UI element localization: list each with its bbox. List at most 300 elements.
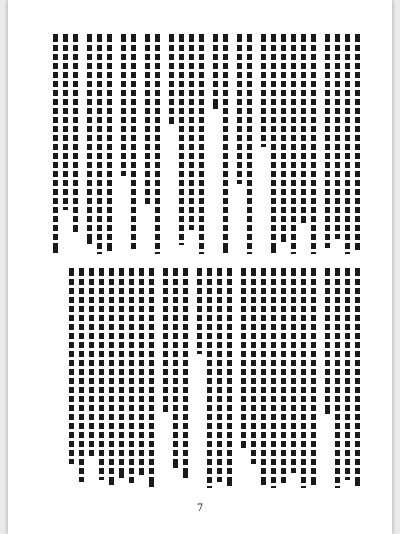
glyph-gap xyxy=(311,168,316,171)
glyph-gap xyxy=(131,114,136,117)
glyph-gap xyxy=(99,312,104,315)
glyph-gap xyxy=(271,222,276,225)
glyph-gap xyxy=(183,411,188,414)
glyph-gap xyxy=(247,177,252,180)
glyph-gap xyxy=(63,96,68,99)
glyph-gap xyxy=(271,285,276,288)
glyph-gap xyxy=(355,87,360,90)
glyph-gap xyxy=(63,51,68,54)
glyph-gap xyxy=(155,204,160,207)
glyph-gap xyxy=(301,447,306,450)
glyph-gap xyxy=(97,141,102,144)
glyph-gap xyxy=(131,204,136,207)
glyph-gap xyxy=(145,51,150,54)
glyph-gap xyxy=(89,447,94,450)
glyph-gap xyxy=(107,195,112,198)
glyph-gap xyxy=(291,375,296,378)
glyph-gap xyxy=(69,393,74,396)
glyph-gap xyxy=(179,195,184,198)
glyph-gap xyxy=(109,384,114,387)
glyph-gap xyxy=(155,150,160,153)
glyph-gap xyxy=(345,213,350,216)
glyph-gap xyxy=(63,168,68,171)
glyph-gap xyxy=(131,150,136,153)
glyph-gap xyxy=(87,123,92,126)
glyph-gap xyxy=(325,339,330,342)
glyph-gap xyxy=(325,78,330,81)
glyph-gap xyxy=(173,420,178,423)
glyph-gap xyxy=(291,141,296,144)
glyph-gap xyxy=(281,447,286,450)
glyph-gap xyxy=(179,51,184,54)
glyph-gap xyxy=(227,276,232,279)
glyph-gap xyxy=(199,42,204,45)
glyph-gap xyxy=(301,438,306,441)
glyph-gap xyxy=(271,411,276,414)
glyph-gap xyxy=(261,393,266,396)
glyph-gap xyxy=(121,141,126,144)
glyph-gap xyxy=(199,132,204,135)
glyph-gap xyxy=(325,285,330,288)
glyph-gap xyxy=(325,96,330,99)
glyph-gap xyxy=(79,438,84,441)
glyph-gap xyxy=(223,150,228,153)
glyph-gap xyxy=(129,330,134,333)
glyph-gap xyxy=(163,375,168,378)
glyph-gap xyxy=(207,465,212,468)
glyph-gap xyxy=(271,69,276,72)
glyph-gap xyxy=(301,195,306,198)
glyph-gap xyxy=(107,60,112,63)
glyph-gap xyxy=(227,474,232,477)
glyph-gap xyxy=(179,60,184,63)
glyph-gap xyxy=(311,240,316,243)
glyph-gap xyxy=(281,321,286,324)
glyph-gap xyxy=(247,204,252,207)
glyph-gap xyxy=(291,123,296,126)
glyph-gap xyxy=(281,339,286,342)
text-column xyxy=(155,34,160,254)
glyph-gap xyxy=(345,375,350,378)
glyph-gap xyxy=(87,78,92,81)
glyph-gap xyxy=(107,51,112,54)
glyph-gap xyxy=(213,87,218,90)
glyph-gap xyxy=(271,60,276,63)
glyph-gap xyxy=(63,141,68,144)
glyph-gap xyxy=(63,195,68,198)
glyph-gap xyxy=(139,312,144,315)
glyph-gap xyxy=(271,42,276,45)
glyph-gap xyxy=(69,339,74,342)
glyph-gap xyxy=(121,96,126,99)
glyph-gap xyxy=(271,114,276,117)
glyph-gap xyxy=(99,366,104,369)
glyph-gap xyxy=(155,42,160,45)
glyph-gap xyxy=(311,474,316,477)
glyph-gap xyxy=(69,429,74,432)
glyph-gap xyxy=(149,312,154,315)
glyph-gap xyxy=(79,339,84,342)
glyph-gap xyxy=(301,456,306,459)
glyph-gap xyxy=(345,384,350,387)
glyph-gap xyxy=(335,186,340,189)
glyph-gap xyxy=(53,168,58,171)
glyph-gap xyxy=(311,330,316,333)
glyph-gap xyxy=(99,375,104,378)
glyph-gap xyxy=(217,384,222,387)
glyph-gap xyxy=(223,51,228,54)
glyph-gap xyxy=(355,213,360,216)
glyph-gap xyxy=(129,312,134,315)
glyph-gap xyxy=(281,123,286,126)
glyph-gap xyxy=(237,177,242,180)
glyph-gap xyxy=(271,348,276,351)
glyph-gap xyxy=(97,51,102,54)
glyph-gap xyxy=(291,339,296,342)
glyph-gap xyxy=(291,321,296,324)
glyph-gap xyxy=(173,330,178,333)
glyph-gap xyxy=(139,411,144,414)
glyph-gap xyxy=(325,168,330,171)
glyph-gap xyxy=(107,87,112,90)
glyph-gap xyxy=(183,303,188,306)
glyph-gap xyxy=(301,375,306,378)
glyph-gap xyxy=(131,96,136,99)
glyph-gap xyxy=(217,429,222,432)
glyph-gap xyxy=(345,114,350,117)
glyph-gap xyxy=(251,321,256,324)
glyph-gap xyxy=(335,348,340,351)
glyph-gap xyxy=(121,87,126,90)
glyph-gap xyxy=(119,339,124,342)
glyph-gap xyxy=(291,402,296,405)
glyph-gap xyxy=(237,87,242,90)
glyph-gap xyxy=(109,420,114,423)
glyph-gap xyxy=(301,276,306,279)
glyph-gap xyxy=(131,123,136,126)
glyph-gap xyxy=(335,375,340,378)
glyph-gap xyxy=(281,168,286,171)
glyph-gap xyxy=(79,456,84,459)
glyph-gap xyxy=(281,150,286,153)
glyph-gap xyxy=(155,240,160,243)
glyph-gap xyxy=(145,78,150,81)
glyph-gap xyxy=(291,69,296,72)
glyph-gap xyxy=(73,42,78,45)
glyph-gap xyxy=(251,276,256,279)
glyph-gap xyxy=(311,429,316,432)
glyph-gap xyxy=(169,42,174,45)
glyph-gap xyxy=(261,402,266,405)
glyph-gap xyxy=(335,294,340,297)
glyph-gap xyxy=(237,141,242,144)
glyph-gap xyxy=(271,78,276,81)
glyph-gap xyxy=(261,357,266,360)
glyph-gap xyxy=(119,393,124,396)
glyph-gap xyxy=(173,303,178,306)
glyph-gap xyxy=(129,294,134,297)
glyph-gap xyxy=(271,96,276,99)
glyph-gap xyxy=(241,402,246,405)
glyph-gap xyxy=(53,114,58,117)
glyph-gap xyxy=(345,96,350,99)
glyph-gap xyxy=(301,393,306,396)
glyph-gap xyxy=(97,177,102,180)
glyph-gap xyxy=(107,213,112,216)
glyph-gap xyxy=(345,141,350,144)
glyph-gap xyxy=(139,357,144,360)
glyph-gap xyxy=(311,348,316,351)
glyph-gap xyxy=(179,42,184,45)
glyph-gap xyxy=(301,357,306,360)
glyph-gap xyxy=(311,357,316,360)
text-column xyxy=(139,268,144,475)
glyph-gap xyxy=(189,141,194,144)
glyph-gap xyxy=(119,438,124,441)
glyph-gap xyxy=(261,51,266,54)
glyph-gap xyxy=(345,240,350,243)
glyph-gap xyxy=(301,186,306,189)
glyph-gap xyxy=(271,330,276,333)
glyph-gap xyxy=(261,447,266,450)
glyph-gap xyxy=(87,60,92,63)
glyph-gap xyxy=(207,330,212,333)
glyph-gap xyxy=(163,276,168,279)
glyph-gap xyxy=(355,348,360,351)
glyph-gap xyxy=(281,393,286,396)
glyph-gap xyxy=(173,321,178,324)
glyph-gap xyxy=(261,312,266,315)
glyph-gap xyxy=(155,60,160,63)
glyph-gap xyxy=(145,69,150,72)
glyph-gap xyxy=(325,132,330,135)
text-column xyxy=(247,34,252,254)
glyph-gap xyxy=(217,357,222,360)
glyph-gap xyxy=(261,303,266,306)
glyph-gap xyxy=(199,195,204,198)
glyph-gap xyxy=(109,438,114,441)
glyph-gap xyxy=(149,447,154,450)
glyph-gap xyxy=(183,438,188,441)
glyph-gap xyxy=(131,87,136,90)
glyph-gap xyxy=(223,132,228,135)
glyph-gap xyxy=(281,42,286,45)
glyph-gap xyxy=(241,366,246,369)
glyph-gap xyxy=(311,375,316,378)
glyph-gap xyxy=(183,384,188,387)
glyph-gap xyxy=(223,195,228,198)
glyph-gap xyxy=(73,69,78,72)
glyph-gap xyxy=(199,177,204,180)
glyph-gap xyxy=(241,393,246,396)
glyph-gap xyxy=(79,330,84,333)
glyph-gap xyxy=(129,348,134,351)
glyph-gap xyxy=(79,384,84,387)
glyph-gap xyxy=(355,303,360,306)
glyph-gap xyxy=(271,168,276,171)
glyph-gap xyxy=(69,348,74,351)
glyph-gap xyxy=(163,330,168,333)
glyph-gap xyxy=(129,339,134,342)
glyph-gap xyxy=(237,132,242,135)
glyph-gap xyxy=(223,186,228,189)
glyph-gap xyxy=(149,438,154,441)
glyph-gap xyxy=(97,213,102,216)
glyph-gap xyxy=(281,69,286,72)
glyph-gap xyxy=(173,375,178,378)
glyph-gap xyxy=(109,276,114,279)
glyph-gap xyxy=(237,78,242,81)
glyph-gap xyxy=(281,402,286,405)
glyph-gap xyxy=(79,357,84,360)
glyph-gap xyxy=(87,213,92,216)
glyph-gap xyxy=(173,276,178,279)
glyph-gap xyxy=(301,69,306,72)
glyph-gap xyxy=(107,132,112,135)
glyph-gap xyxy=(345,474,350,477)
glyph-gap xyxy=(291,429,296,432)
glyph-gap xyxy=(237,123,242,126)
glyph-gap xyxy=(217,312,222,315)
glyph-gap xyxy=(189,195,194,198)
glyph-gap xyxy=(345,150,350,153)
glyph-gap xyxy=(131,177,136,180)
glyph-gap xyxy=(271,213,276,216)
glyph-gap xyxy=(345,60,350,63)
glyph-gap xyxy=(335,159,340,162)
glyph-gap xyxy=(199,186,204,189)
glyph-gap xyxy=(247,186,252,189)
text-column xyxy=(291,34,296,254)
glyph-gap xyxy=(131,141,136,144)
glyph-gap xyxy=(247,87,252,90)
glyph-gap xyxy=(207,294,212,297)
glyph-gap xyxy=(241,339,246,342)
glyph-gap xyxy=(155,195,160,198)
glyph-gap xyxy=(79,420,84,423)
page-number: 7 xyxy=(196,503,204,514)
glyph-gap xyxy=(207,375,212,378)
glyph-gap xyxy=(281,420,286,423)
glyph-gap xyxy=(173,402,178,405)
glyph-gap xyxy=(145,141,150,144)
glyph-gap xyxy=(311,249,316,252)
glyph-gap xyxy=(173,294,178,297)
text-column xyxy=(97,34,102,254)
glyph-gap xyxy=(107,177,112,180)
glyph-gap xyxy=(271,177,276,180)
glyph-gap xyxy=(107,204,112,207)
glyph-gap xyxy=(87,105,92,108)
glyph-gap xyxy=(345,231,350,234)
glyph-gap xyxy=(325,348,330,351)
glyph-gap xyxy=(301,474,306,477)
glyph-gap xyxy=(251,438,256,441)
glyph-gap xyxy=(53,87,58,90)
glyph-gap xyxy=(271,438,276,441)
glyph-gap xyxy=(109,402,114,405)
glyph-gap xyxy=(207,411,212,414)
glyph-gap xyxy=(199,69,204,72)
glyph-gap xyxy=(129,375,134,378)
glyph-gap xyxy=(291,105,296,108)
glyph-gap xyxy=(189,132,194,135)
glyph-gap xyxy=(311,222,316,225)
glyph-gap xyxy=(271,366,276,369)
glyph-gap xyxy=(119,411,124,414)
glyph-gap xyxy=(281,114,286,117)
glyph-gap xyxy=(121,150,126,153)
glyph-gap xyxy=(251,366,256,369)
glyph-gap xyxy=(107,150,112,153)
glyph-gap xyxy=(355,465,360,468)
glyph-gap xyxy=(149,303,154,306)
glyph-gap xyxy=(145,60,150,63)
glyph-gap xyxy=(301,51,306,54)
glyph-gap xyxy=(179,123,184,126)
glyph-gap xyxy=(149,339,154,342)
glyph-gap xyxy=(281,465,286,468)
glyph-gap xyxy=(291,303,296,306)
glyph-gap xyxy=(281,357,286,360)
glyph-gap xyxy=(247,69,252,72)
glyph-gap xyxy=(345,105,350,108)
glyph-gap xyxy=(301,78,306,81)
glyph-gap xyxy=(207,312,212,315)
glyph-gap xyxy=(179,114,184,117)
glyph-gap xyxy=(271,384,276,387)
glyph-gap xyxy=(129,474,134,477)
glyph-gap xyxy=(131,60,136,63)
glyph-gap xyxy=(291,294,296,297)
glyph-gap xyxy=(179,186,184,189)
glyph-gap xyxy=(73,177,78,180)
glyph-gap xyxy=(247,42,252,45)
glyph-gap xyxy=(89,276,94,279)
glyph-gap xyxy=(183,465,188,468)
glyph-gap xyxy=(291,42,296,45)
glyph-gap xyxy=(155,87,160,90)
text-column xyxy=(199,34,204,254)
glyph-gap xyxy=(291,87,296,90)
glyph-gap xyxy=(145,87,150,90)
glyph-gap xyxy=(131,231,136,234)
glyph-gap xyxy=(355,375,360,378)
glyph-gap xyxy=(139,348,144,351)
glyph-gap xyxy=(179,168,184,171)
glyph-gap xyxy=(335,474,340,477)
glyph-gap xyxy=(241,276,246,279)
glyph-gap xyxy=(291,96,296,99)
glyph-gap xyxy=(301,465,306,468)
glyph-gap xyxy=(173,312,178,315)
glyph-gap xyxy=(325,141,330,144)
glyph-gap xyxy=(345,222,350,225)
glyph-gap xyxy=(131,213,136,216)
glyph-gap xyxy=(163,357,168,360)
glyph-gap xyxy=(69,420,74,423)
glyph-gap xyxy=(271,420,276,423)
glyph-gap xyxy=(345,195,350,198)
glyph-gap xyxy=(291,195,296,198)
glyph-gap xyxy=(109,474,114,477)
glyph-gap xyxy=(355,447,360,450)
glyph-gap xyxy=(207,276,212,279)
glyph-gap xyxy=(189,168,194,171)
glyph-gap xyxy=(149,474,154,477)
glyph-gap xyxy=(99,303,104,306)
glyph-gap xyxy=(149,420,154,423)
